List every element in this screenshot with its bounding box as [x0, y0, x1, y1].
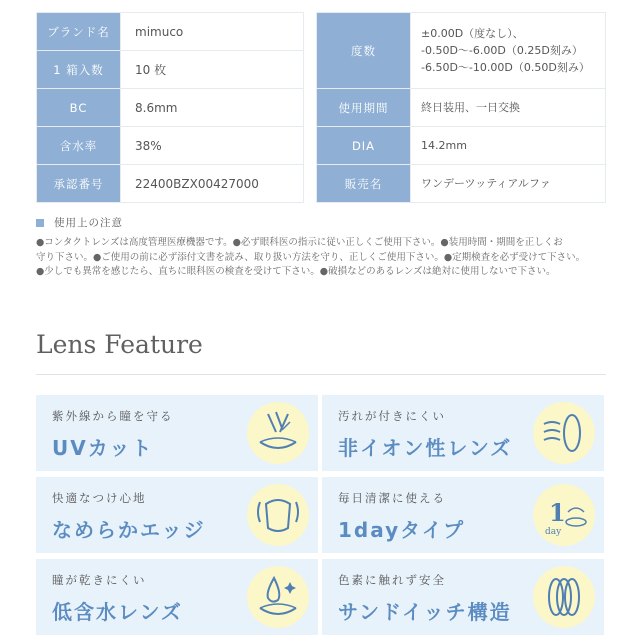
spec-value: 8.6mm — [121, 89, 304, 127]
spec-row — [317, 165, 606, 203]
feature-subtitle: 瞳が乾きにくい — [52, 573, 147, 587]
feature-card-1day — [322, 477, 604, 553]
smooth-edge-icon — [246, 482, 310, 548]
feature-subtitle: 色素に触れず安全 — [338, 573, 446, 587]
heading-divider — [36, 374, 606, 375]
feature-title: サンドイッチ構造 — [338, 600, 512, 624]
one-day-icon-number: 1 — [549, 498, 566, 527]
spec-row — [37, 51, 304, 89]
spec-table-right — [316, 12, 606, 203]
spec-value: 38% — [121, 127, 304, 165]
spec-key: BC — [37, 89, 121, 127]
caution-line: ●コンタクトレンズは高度管理医療機器です。●必ず眼科医の指示に従い正しくご使用下さい。●装用時間・期間を正しくお — [36, 237, 563, 248]
spec-key: ブランド名 — [37, 13, 121, 51]
uv-lens-icon — [246, 400, 310, 466]
spec-key: 承認番号 — [37, 165, 121, 203]
spec-value: 22400BZX00427000 — [121, 165, 304, 203]
feature-title: 非イオン性レンズ — [338, 436, 513, 460]
feature-title: UVカット — [52, 436, 154, 460]
sandwich-layer-icon — [532, 564, 596, 630]
feature-card-low-water — [36, 559, 318, 635]
spec-row — [37, 127, 304, 165]
spec-value: mimuco — [121, 13, 304, 51]
feature-heading: Lens Feature — [36, 330, 203, 359]
water-drop-icon — [246, 564, 310, 630]
clean-lens-icon — [532, 400, 596, 466]
spec-key: 販売名 — [317, 165, 411, 203]
feature-subtitle: 毎日清潔に使える — [338, 491, 446, 505]
feature-title: 1dayタイプ — [338, 518, 466, 542]
spec-value: 14.2mm — [411, 127, 606, 165]
spec-value: 10 枚 — [121, 51, 304, 89]
spec-row — [37, 89, 304, 127]
feature-subtitle: 紫外線から瞳を守る — [52, 409, 174, 423]
caution-title-text: 使用上の注意 — [54, 217, 123, 229]
spec-key: 使用期間 — [317, 89, 411, 127]
one-day-icon-label: day — [545, 527, 562, 537]
spec-value-power — [411, 13, 606, 89]
caution-text — [36, 236, 602, 280]
power-line: -0.50D〜-6.00D（0.25D刻み） — [421, 44, 583, 57]
spec-key: 含水率 — [37, 127, 121, 165]
caution-title — [36, 215, 123, 230]
feature-card-non-ionic — [322, 395, 604, 471]
feature-card-sandwich — [322, 559, 604, 635]
spec-value: ワンデーツッティアルファ — [411, 165, 606, 203]
caution-line: ●少しでも異常を感じたら、直ちに眼科医の検査を受けて下さい。●破損などのあるレンズは絶対に使用しないで下さい。 — [36, 266, 556, 277]
spec-key: 度数 — [317, 13, 411, 89]
feature-subtitle: 汚れが付きにくい — [338, 409, 446, 423]
feature-card-smooth-edge — [36, 477, 318, 553]
feature-subtitle: 快適なつけ心地 — [52, 491, 147, 505]
spec-row-power — [317, 13, 606, 89]
spec-table-left — [36, 12, 304, 203]
spec-key: 1 箱入数 — [37, 51, 121, 89]
feature-card-uv-cut — [36, 395, 318, 471]
feature-title: なめらかエッジ — [52, 518, 206, 542]
spec-row — [317, 127, 606, 165]
power-line: ±0.00D（度なし）、 — [421, 27, 524, 40]
power-line: -6.50D〜-10.00D（0.50D刻み） — [421, 61, 590, 74]
square-bullet-icon — [36, 219, 44, 227]
caution-line: 守り下さい。●ご使用の前に必ず添付文書を読み、取り扱い方法を守り、正しくご使用下さい。●定期検査を必ず受けて下さい。 — [36, 251, 586, 263]
one-day-icon — [532, 482, 596, 548]
spec-key: DIA — [317, 127, 411, 165]
spec-row — [37, 165, 304, 203]
spec-row — [317, 89, 606, 127]
spec-row — [37, 13, 304, 51]
spec-value: 終日装用、一日交換 — [411, 89, 606, 127]
feature-title: 低含水レンズ — [52, 600, 183, 624]
